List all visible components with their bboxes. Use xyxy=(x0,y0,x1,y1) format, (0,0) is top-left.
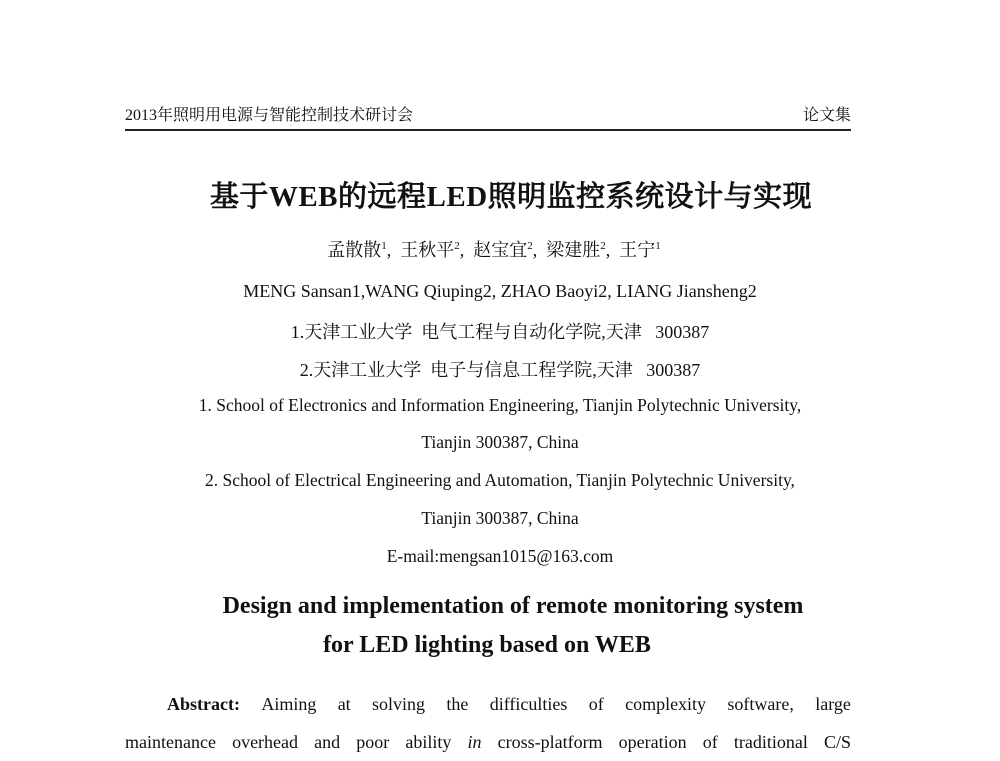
author-cn: 梁建胜 xyxy=(546,240,601,260)
abstract-line-1 xyxy=(167,685,851,723)
english-title-line-1: Design and implementation of remote monitoring system xyxy=(222,593,804,619)
abstract-word: large xyxy=(815,694,851,714)
abstract-word: cross-platform xyxy=(497,732,603,752)
chinese-authors: 孟散散$^1$, 王秋平$^2$, 赵宝宜$^2$, 梁建胜$^2$, 王宁$^1$ xyxy=(327,240,661,260)
abstract-word: traditional xyxy=(733,732,808,752)
author-affiliation-mark: 1 xyxy=(381,240,387,252)
author-cn: 王宁 xyxy=(619,240,656,260)
abstract-label-group xyxy=(167,685,240,723)
abstract-word: Aiming xyxy=(261,694,317,714)
english-affiliation-1: 1. School of Electronics and Information Engineering, Tianjin Polytechnic University, xyxy=(198,395,802,415)
abstract-word: of xyxy=(588,694,604,714)
abstract-word: at xyxy=(337,694,351,714)
abstract-word: ability xyxy=(405,732,452,752)
author-cn: 孟散散 xyxy=(327,240,382,260)
english-affiliation-2-city: Tianjin 300387, China xyxy=(421,508,579,528)
english-title-line-2: for LED lighting based on WEB xyxy=(323,632,651,658)
abstract-word: complexity xyxy=(625,694,707,714)
header-proceedings-label: 论文集 xyxy=(802,107,851,124)
abstract-word: the xyxy=(446,694,469,714)
author-affiliation-mark: 1 xyxy=(655,240,661,252)
author-affiliation-mark: 2 xyxy=(454,240,460,252)
author-email: E-mail:mengsan1015@163.com xyxy=(386,546,614,566)
abstract-word: of xyxy=(702,732,718,752)
abstract-word: maintenance xyxy=(125,732,216,752)
abstract-colon: : xyxy=(233,694,240,714)
english-affiliation-2: 2. School of Electrical Engineering and Automation, Tianjin Polytechnic University, xyxy=(205,470,795,490)
header-conference-name: 2013年照明用电源与智能控制技术研讨会 xyxy=(125,107,414,124)
abstract-word: C/S xyxy=(823,732,851,752)
abstract-word: difficulties xyxy=(489,694,568,714)
abstract-word: software, xyxy=(727,694,794,714)
chinese-title: 基于WEB的远程LED照明监控系统设计与实现 xyxy=(209,181,813,213)
abstract-word: and xyxy=(314,732,341,752)
running-header xyxy=(125,103,851,131)
chinese-affiliation-2: 2.天津工业大学 电子与信息工程学院,天津 300387 xyxy=(299,360,701,380)
abstract-label: Abstract xyxy=(167,694,234,714)
chinese-affiliation-1: 1.天津工业大学 电气工程与自动化学院,天津 300387 xyxy=(290,322,710,342)
abstract-word: poor xyxy=(356,732,390,752)
abstract-word: solving xyxy=(372,694,426,714)
author-cn: 王秋平 xyxy=(400,240,455,260)
abstract-word: operation xyxy=(618,732,687,752)
english-authors: MENG Sansan1,WANG Qiuping2, ZHAO Baoyi2, LIANG Jiansheng2 xyxy=(243,281,757,301)
abstract-word: overhead xyxy=(232,732,299,752)
english-affiliation-1-city: Tianjin 300387, China xyxy=(421,432,579,452)
author-affiliation-mark: 2 xyxy=(527,240,533,252)
author-affiliation-mark: 2 xyxy=(600,240,606,252)
abstract-line-2 xyxy=(125,723,851,761)
abstract-word: in xyxy=(467,732,482,752)
author-cn: 赵宝宜 xyxy=(473,240,528,260)
